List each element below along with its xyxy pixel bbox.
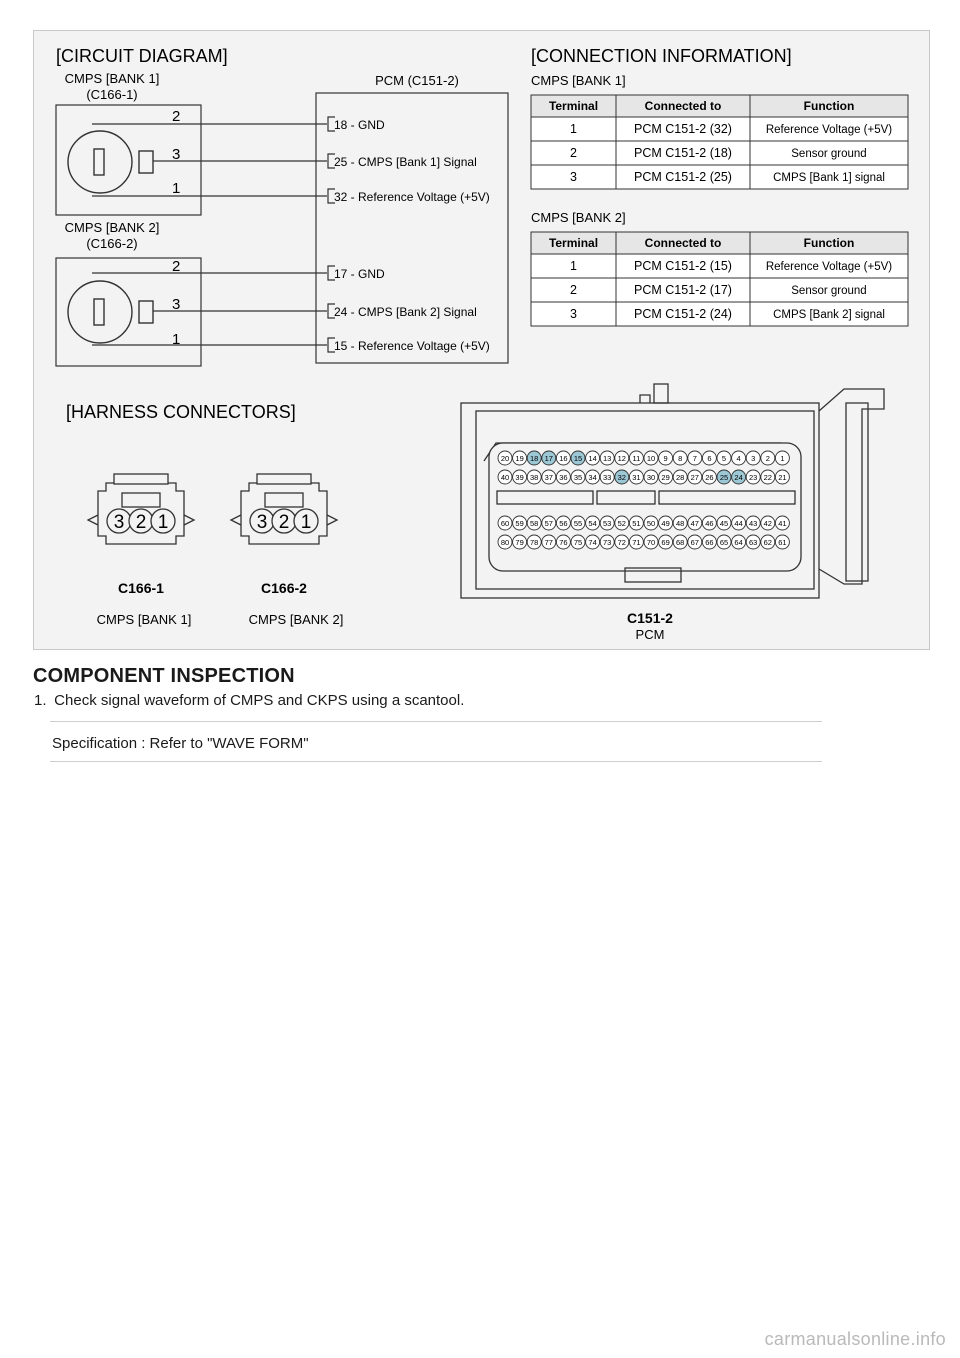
table-cell: PCM C151-2 (25)	[634, 170, 732, 184]
pcm-pin-number: 14	[588, 453, 597, 463]
pcm-connector-c151-2	[461, 384, 884, 598]
pcm-pin-number: 18	[530, 453, 539, 463]
pcm-pin-number: 31	[632, 472, 641, 482]
harness-c166-1-code: C166-1	[118, 580, 164, 596]
section-title: COMPONENT INSPECTION	[33, 665, 295, 687]
watermark: carmanualsonline.info	[764, 1329, 946, 1349]
pcm-pin-number: 45	[719, 518, 729, 528]
harness-pin-number: 2	[278, 512, 290, 533]
pcm-pin-number: 29	[661, 472, 670, 482]
bank2-sensor-terminal-icon	[139, 301, 153, 323]
pcm-pin-label: 32 - Reference Voltage (+5V)	[334, 190, 490, 204]
pcm-pin-number: 19	[515, 453, 524, 463]
pcm-pin-number: 54	[588, 518, 597, 528]
pcm-pin-number: 3	[751, 453, 756, 463]
pcm-pin-number: 69	[661, 537, 670, 547]
pcm-pin-number: 79	[515, 537, 524, 547]
table-header-cell: Terminal	[548, 99, 599, 113]
table-cell: CMPS [Bank 1] signal	[773, 172, 885, 184]
table-cell: CMPS [Bank 2] signal	[773, 309, 885, 321]
harness-pin-number: 1	[300, 512, 312, 533]
pcm-pin-number: 72	[617, 537, 626, 547]
table-cell: PCM C151-2 (24)	[634, 307, 732, 321]
pcm-pin-number: 66	[705, 537, 714, 547]
table-cell: Reference Voltage (+5V)	[765, 124, 893, 136]
connection-info-header: [CONNECTION INFORMATION]	[531, 46, 792, 66]
pcm-pin-number: 20	[500, 453, 510, 463]
circuit-diagram-header: [CIRCUIT DIAGRAM]	[56, 46, 228, 66]
table-cell: 3	[570, 307, 577, 321]
table-cell: 2	[570, 283, 577, 297]
bank2-sensor-name: CMPS [BANK 2]	[64, 220, 160, 235]
pcm-pin-number: 78	[530, 537, 539, 547]
table-cell: PCM C151-2 (18)	[634, 146, 732, 160]
harness-c166-1-name: CMPS [BANK 1]	[96, 612, 192, 627]
pcm-pin-number: 63	[749, 537, 758, 547]
pcm-pin-number: 64	[734, 537, 743, 547]
pcm-pin-label: 18 - GND	[334, 118, 385, 132]
connection-table-bank2	[531, 232, 908, 326]
pcm-pin-number: 15	[573, 453, 583, 463]
harness-rib	[327, 515, 337, 525]
table-cell: PCM C151-2 (17)	[634, 283, 732, 297]
pcm-pin-number: 67	[690, 537, 699, 547]
pcm-pin-number: 49	[661, 518, 670, 528]
pcm-pin-number: 61	[778, 537, 787, 547]
pcm-pin-number: 60	[500, 518, 510, 528]
bank1-sensor-terminal-icon	[139, 151, 153, 173]
pcm-pin-number: 46	[705, 518, 714, 528]
pcm-pin-number: 77	[544, 537, 553, 547]
pcm-pin-label: 25 - CMPS [Bank 1] Signal	[334, 155, 477, 169]
specification-text: Specification : Refer to "WAVE FORM"	[52, 735, 309, 752]
pcm-pin-number: 52	[617, 518, 626, 528]
pcm-pin-number: 2	[765, 453, 770, 463]
pcm-pin-number: 30	[646, 472, 656, 482]
bank2-pin-label: 1	[172, 331, 181, 348]
pcm-pin-number: 58	[530, 518, 539, 528]
pcm-pin-number: 55	[573, 518, 583, 528]
pcm-pin-number: 53	[603, 518, 612, 528]
harness-lock	[265, 493, 303, 507]
pcm-pin-number: 13	[603, 453, 612, 463]
pcm-pin-number: 74	[588, 537, 597, 547]
pcm-pin-number: 21	[778, 472, 787, 482]
pcm-connector-lever	[819, 389, 884, 584]
pcm-pin-number: 59	[515, 518, 524, 528]
harness-pin-number: 3	[113, 512, 125, 533]
pcm-pin-number: 43	[749, 518, 758, 528]
pcm-pin-number: 73	[603, 537, 612, 547]
harness-rib	[231, 515, 241, 525]
table-header-cell: Function	[803, 236, 855, 250]
pcm-pin-number: 80	[500, 537, 510, 547]
pcm-pin-number: 28	[676, 472, 685, 482]
pcm-pin-number: 32	[617, 472, 626, 482]
step-number: 1.	[34, 692, 47, 709]
inspection-step	[34, 692, 464, 709]
table-bank2-title: CMPS [BANK 2]	[531, 210, 626, 225]
pcm-label: PCM (C151-2)	[375, 73, 459, 88]
harness-pin-number: 3	[256, 512, 268, 533]
harness-latch	[257, 474, 311, 484]
pcm-pin-number: 23	[749, 472, 758, 482]
pcm-pin-number: 50	[646, 518, 656, 528]
harness-connector-c166-2	[231, 474, 337, 544]
pcm-pin-number: 62	[763, 537, 772, 547]
pcm-pin-number: 27	[690, 472, 699, 482]
pcm-pin-number: 38	[530, 472, 539, 482]
pcm-pin-number: 42	[763, 518, 772, 528]
table-cell: PCM C151-2 (32)	[634, 122, 732, 136]
table-cell: 2	[570, 146, 577, 160]
bank1-sensor-code: (C166-1)	[86, 87, 138, 102]
harness-lock	[122, 493, 160, 507]
pcm-pin-number: 25	[719, 472, 729, 482]
bank2-sensor-core-icon	[94, 299, 104, 325]
pcm-pin-number: 33	[603, 472, 612, 482]
pcm-pin-label: 24 - CMPS [Bank 2] Signal	[334, 305, 477, 319]
pcm-pin-number: 70	[646, 537, 656, 547]
table-cell: 1	[570, 259, 577, 273]
pcm-pin-number: 12	[617, 453, 626, 463]
pcm-pin-number: 39	[515, 472, 524, 482]
bank1-pin-label: 2	[172, 108, 181, 125]
step-text: Check signal waveform of CMPS and CKPS using a scantool.	[54, 692, 465, 709]
harness-c166-2-code: C166-2	[261, 580, 307, 596]
table-cell: 3	[570, 170, 577, 184]
pcm-pin-number: 9	[663, 453, 668, 463]
bank1-sensor-name: CMPS [BANK 1]	[64, 71, 160, 86]
pcm-pin-number: 40	[500, 472, 510, 482]
pcm-pin-number: 1	[780, 453, 785, 463]
table-cell: Sensor ground	[791, 285, 867, 297]
circuit-figure	[33, 30, 930, 650]
specification-box	[50, 721, 822, 762]
pcm-connector-key	[640, 395, 650, 403]
pcm-pin-number: 71	[632, 537, 641, 547]
bank2-sensor-code: (C166-2)	[86, 236, 138, 251]
bank2-pin-label: 2	[172, 258, 181, 275]
harness-connector-c166-1	[88, 474, 194, 544]
pcm-pin-number: 41	[778, 518, 787, 528]
pcm-connector-code: C151-2	[627, 610, 673, 626]
pcm-pin-number: 68	[676, 537, 685, 547]
pcm-pin-number: 16	[559, 453, 568, 463]
harness-latch	[114, 474, 168, 484]
table-header-cell: Function	[803, 99, 855, 113]
pcm-pin-number: 75	[573, 537, 583, 547]
table-header-cell: Connected to	[644, 99, 722, 113]
harness-pin-number: 1	[157, 512, 169, 533]
circuit-figure-svg	[34, 31, 931, 651]
pcm-connector-name: PCM	[635, 627, 665, 642]
pcm-pin-number: 37	[544, 472, 553, 482]
pcm-pin-number: 36	[559, 472, 568, 482]
pcm-pin-label: 17 - GND	[334, 267, 385, 281]
table-bank1-title: CMPS [BANK 1]	[531, 73, 626, 88]
pcm-pin-number: 10	[646, 453, 656, 463]
pcm-block	[316, 93, 508, 363]
pcm-pin-number: 11	[632, 453, 641, 463]
pcm-pin-number: 47	[690, 518, 699, 528]
bank1-sensor-core-icon	[94, 149, 104, 175]
pcm-pin-number: 65	[719, 537, 729, 547]
table-header-cell: Terminal	[548, 236, 599, 250]
pcm-pin-number: 35	[573, 472, 583, 482]
pcm-pin-number: 4	[736, 453, 741, 463]
pcm-pin-number: 5	[721, 453, 727, 463]
pcm-pin-number: 56	[559, 518, 568, 528]
bank1-pin-label: 1	[172, 180, 181, 197]
harness-pin-number: 2	[135, 512, 147, 533]
harness-connectors-header: [HARNESS CONNECTORS]	[66, 402, 296, 422]
pcm-pin-number: 48	[676, 518, 685, 528]
pcm-pin-number: 34	[588, 472, 597, 482]
pcm-pin-number: 44	[734, 518, 743, 528]
pcm-pin-number: 6	[707, 453, 712, 463]
pcm-pin-number: 24	[734, 472, 743, 482]
table-cell: Sensor ground	[791, 148, 867, 160]
connection-table-bank1	[531, 95, 908, 189]
harness-c166-2-name: CMPS [BANK 2]	[248, 612, 344, 627]
pcm-pin-label: 15 - Reference Voltage (+5V)	[334, 339, 490, 353]
table-cell: Reference Voltage (+5V)	[765, 261, 893, 273]
pcm-pin-number: 76	[559, 537, 568, 547]
bank2-sensor-element-icon	[68, 281, 132, 343]
harness-rib	[88, 515, 98, 525]
pcm-connector-key	[654, 384, 668, 403]
bank1-pin-label: 3	[172, 146, 181, 163]
pcm-pin-number: 22	[763, 472, 772, 482]
bank2-pin-label: 3	[172, 296, 181, 313]
pcm-pin-number: 8	[678, 453, 683, 463]
pcm-pin-number: 26	[705, 472, 714, 482]
table-cell: 1	[570, 122, 577, 136]
pcm-pin-number: 51	[632, 518, 641, 528]
harness-rib	[184, 515, 194, 525]
table-cell: PCM C151-2 (15)	[634, 259, 732, 273]
bank1-sensor-element-icon	[68, 131, 132, 193]
pcm-pin-number: 57	[544, 518, 553, 528]
pcm-connector-lever	[846, 403, 868, 581]
table-header-cell: Connected to	[644, 236, 722, 250]
pcm-pin-number: 17	[544, 453, 553, 463]
pcm-pin-number: 7	[692, 453, 697, 463]
